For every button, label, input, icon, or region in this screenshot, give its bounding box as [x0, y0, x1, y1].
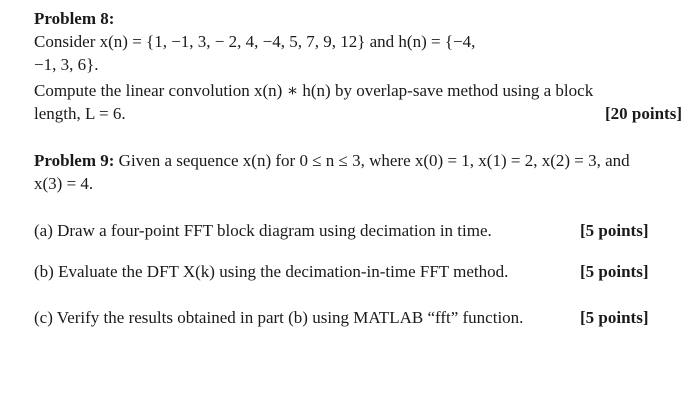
problem9-part-b-points: [5 points]: [580, 262, 649, 281]
problem9-part-c-points: [5 points]: [580, 308, 649, 327]
problem9-part-b: (b) Evaluate the DFT X(k) using the decimation-in-time FFT method.: [34, 262, 509, 281]
problem8-task-line1: Compute the linear convolution x(n) ∗ h(n) by overlap-save method using a block: [34, 81, 594, 100]
problem9-intro-line2: x(3) = 4.: [34, 174, 94, 193]
problem8-statement-line1: Consider x(n) = {1, −1, 3, − 2, 4, −4, 5, 7, 9, 12} and h(n) = {−4,: [34, 32, 476, 51]
problem8-points: [20 points]: [605, 104, 682, 123]
problem9-part-a: (a) Draw a four-point FFT block diagram using decimation in time.: [34, 221, 492, 240]
problem9-intro-line1: [34, 151, 630, 171]
problem8-statement-line2: −1, 3, 6}.: [34, 55, 99, 74]
problem9-title: Problem 9:: [34, 151, 115, 170]
problem9-part-a-points: [5 points]: [580, 221, 649, 240]
problem8-title: Problem 8:: [34, 9, 115, 28]
problem9-part-c: (c) Verify the results obtained in part (b) using MATLAB “fft” function.: [34, 308, 524, 327]
problem9-intro: Given a sequence x(n) for 0 ≤ n ≤ 3, where x(0) = 1, x(1) = 2, x(2) = 3, and: [114, 151, 630, 170]
problem8-task-line2: length, L = 6.: [34, 104, 126, 123]
